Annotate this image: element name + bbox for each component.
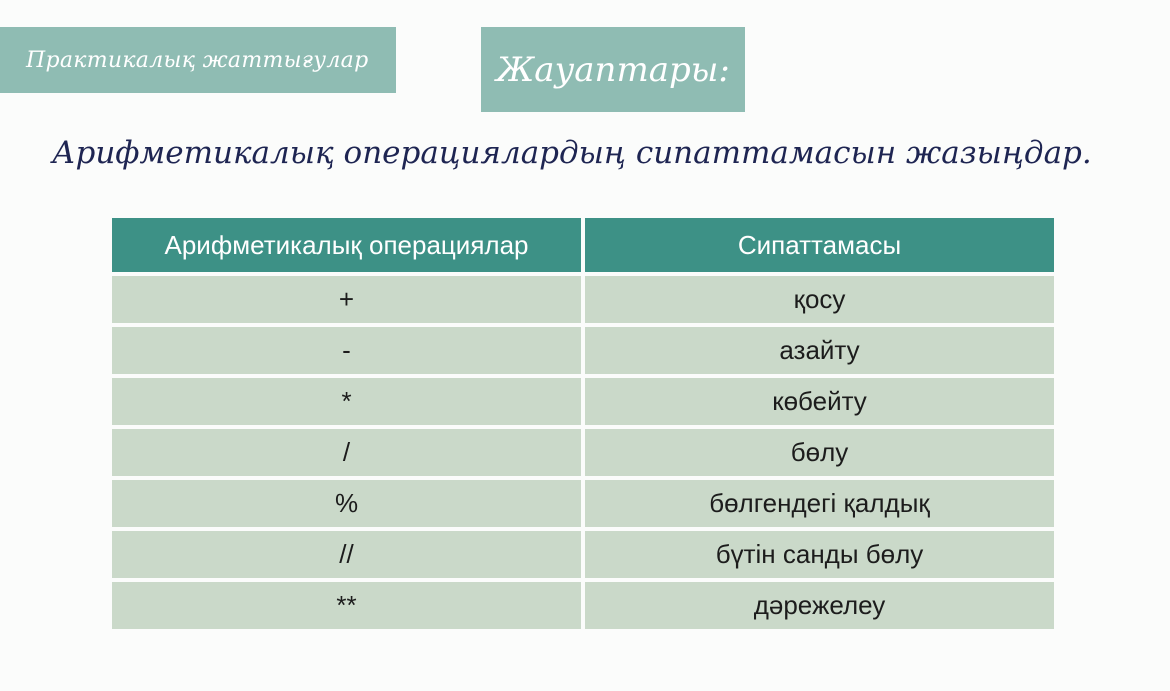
operation-cell: - [112, 327, 581, 374]
operation-cell: / [112, 429, 581, 476]
operation-cell: % [112, 480, 581, 527]
table-row [112, 276, 1054, 323]
task-title: Арифметикалық операциялардың сипаттамасын жазыңдар. [52, 135, 1092, 171]
table-row [112, 378, 1054, 425]
header-operations: Арифметикалық операциялар [112, 218, 581, 272]
description-cell: азайту [585, 327, 1054, 374]
table-header-row [112, 218, 1054, 272]
description-cell: бүтін санды бөлу [585, 531, 1054, 578]
operations-table [108, 214, 1058, 633]
table-row [112, 582, 1054, 629]
description-cell: бөлгендегі қалдық [585, 480, 1054, 527]
description-cell: көбейту [585, 378, 1054, 425]
table-row [112, 327, 1054, 374]
table-row [112, 531, 1054, 578]
section-label: Практикалық жаттығулар [0, 27, 396, 93]
operation-cell: + [112, 276, 581, 323]
table-row [112, 429, 1054, 476]
description-cell: бөлу [585, 429, 1054, 476]
answers-label: Жауаптары: [481, 27, 745, 112]
operation-cell: ** [112, 582, 581, 629]
header-description: Сипаттамасы [585, 218, 1054, 272]
description-cell: дәрежелеу [585, 582, 1054, 629]
operation-cell: // [112, 531, 581, 578]
description-cell: қосу [585, 276, 1054, 323]
table-row [112, 480, 1054, 527]
operation-cell: * [112, 378, 581, 425]
